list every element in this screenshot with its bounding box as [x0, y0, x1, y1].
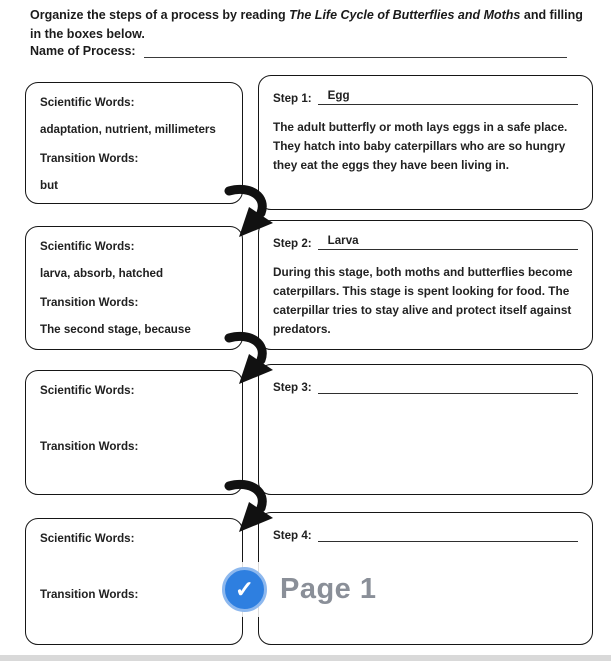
- instructions-pre: Organize the steps of a process by reading: [30, 8, 290, 22]
- transition-words-label: Transition Words:: [40, 152, 139, 165]
- step-box-2: [258, 220, 593, 350]
- scientific-words-value: larva, absorb, hatched: [40, 267, 164, 280]
- check-icon[interactable]: ✓: [222, 567, 267, 612]
- step-4-label: Step 4:: [273, 529, 312, 542]
- curved-down-arrow-icon: [221, 183, 273, 245]
- step-3-label: Step 3:: [273, 381, 312, 394]
- words-box-step-1: [25, 82, 243, 204]
- scientific-words-label: Scientific Words:: [40, 240, 135, 253]
- name-of-process-row: [30, 42, 567, 58]
- curved-down-arrow-icon: [221, 478, 273, 540]
- step-2-description: During this stage, both moths and butterflies become caterpillars. This stage is spent looking for food. The caterpillar tries to stay alive and protect itself against predators.: [273, 265, 573, 337]
- scientific-words-value[interactable]: [40, 411, 228, 426]
- step-4-answer-field[interactable]: [318, 526, 578, 542]
- instructions-post: and filling in the boxes below.: [30, 8, 583, 42]
- scientific-words-value: adaptation, nutrient, millimeters: [40, 123, 216, 136]
- transition-words-label: Transition Words:: [40, 588, 139, 601]
- step-box-1: [258, 75, 593, 210]
- words-box-step-4: [25, 518, 243, 645]
- words-box-step-3: [25, 370, 243, 495]
- step-3-answer-field[interactable]: [318, 378, 578, 394]
- scientific-words-label: Scientific Words:: [40, 384, 135, 397]
- transition-words-value: The second stage, because: [40, 323, 191, 336]
- page-label: Page 1: [280, 573, 377, 605]
- page-indicator: [216, 562, 397, 617]
- transition-words-label: Transition Words:: [40, 440, 139, 453]
- transition-words-value[interactable]: [40, 615, 228, 630]
- step-1-label: Step 1:: [273, 92, 312, 105]
- scientific-words-label: Scientific Words:: [40, 96, 135, 109]
- page-bottom-edge: [0, 655, 611, 661]
- step-box-3: [258, 364, 593, 495]
- curved-down-arrow-icon: [221, 330, 273, 392]
- transition-words-value[interactable]: [40, 467, 228, 482]
- step-2-answer-field[interactable]: Larva: [318, 234, 578, 250]
- scientific-words-value[interactable]: [40, 559, 228, 574]
- step-1-answer-field[interactable]: Egg: [318, 89, 578, 105]
- words-box-step-2: [25, 226, 243, 350]
- name-of-process-field[interactable]: [144, 42, 567, 58]
- instructions-text: [30, 6, 586, 45]
- step-2-label: Step 2:: [273, 237, 312, 250]
- step-1-description: The adult butterfly or moth lays eggs in a safe place. They hatch into baby caterpillars who are so hungry they eat the eggs they have been living in.: [273, 120, 568, 173]
- transition-words-value: but: [40, 179, 59, 192]
- name-of-process-label: Name of Process:: [30, 44, 136, 58]
- transition-words-label: Transition Words:: [40, 296, 139, 309]
- scientific-words-label: Scientific Words:: [40, 532, 135, 545]
- reading-title: The Life Cycle of Butterflies and Moths: [289, 8, 521, 22]
